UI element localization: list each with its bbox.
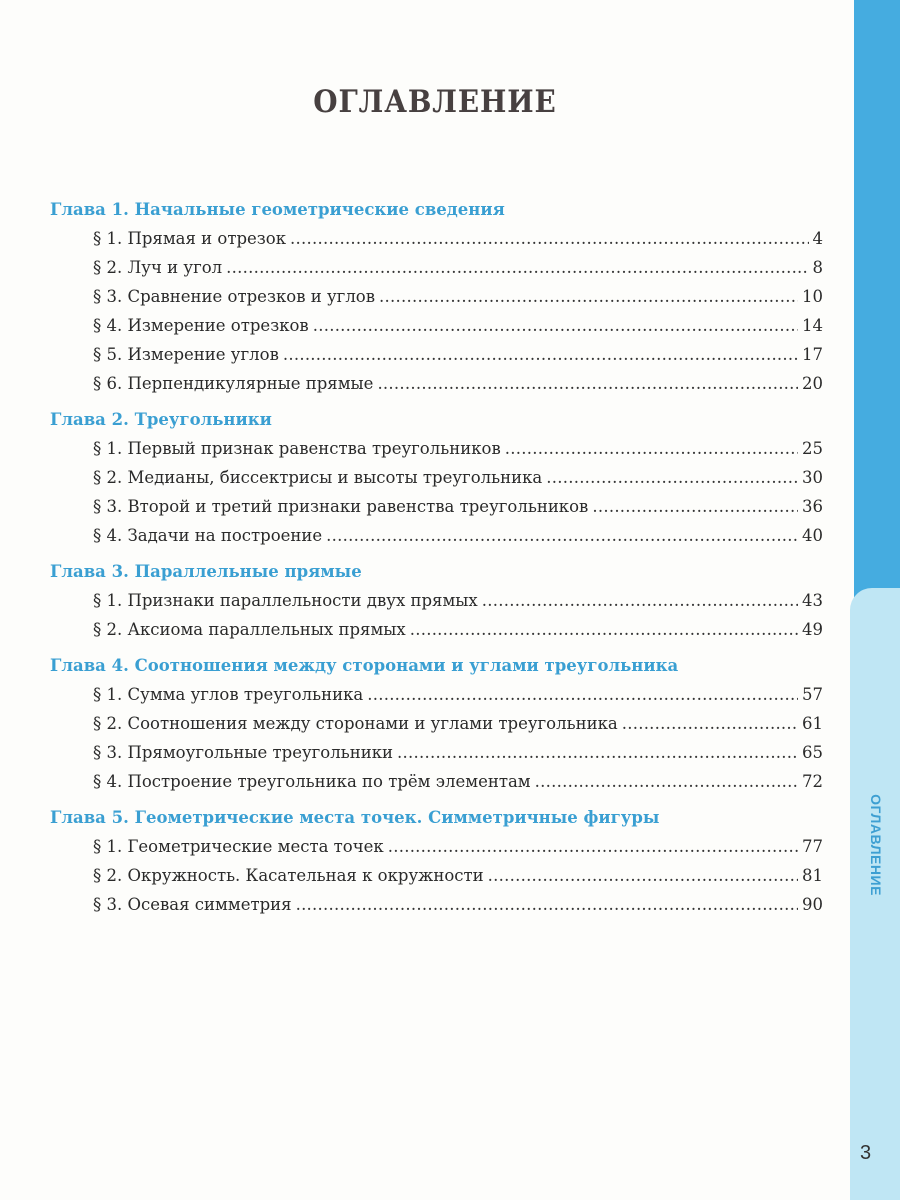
dot-leader (505, 434, 798, 463)
toc-entry-label: § 3. Осевая симметрия (93, 895, 292, 914)
toc-entry (50, 492, 823, 521)
toc-entry (50, 615, 823, 644)
toc-entry-label: § 5. Измерение углов (93, 345, 279, 364)
dot-leader (283, 340, 798, 369)
toc-entry-label: § 2. Медианы, биссектрисы и высоты треугольника (93, 468, 543, 487)
dot-leader (535, 767, 798, 796)
toc-entry (50, 434, 823, 463)
toc-entry (50, 586, 823, 615)
toc-entry-page: 40 (802, 526, 823, 545)
dot-leader (397, 738, 798, 767)
toc-entry-label: § 1. Геометрические места точек (93, 837, 384, 856)
toc-entry (50, 282, 823, 311)
dot-leader (592, 492, 798, 521)
dot-leader (482, 586, 798, 615)
section-tab-label: ОГЛАВЛЕНИЕ (868, 794, 884, 896)
dot-leader (326, 521, 798, 550)
chapter-heading: Глава 1. Начальные геометрические сведения (50, 200, 505, 219)
chapter-heading: Глава 5. Геометрические места точек. Симметричные фигуры (50, 808, 660, 827)
toc-entry (50, 224, 823, 253)
chapter-group (50, 196, 823, 398)
toc-entry-label: § 2. Аксиома параллельных прямых (93, 620, 406, 639)
toc-entry-page: 30 (802, 468, 823, 487)
page-number: 3 (860, 1142, 872, 1164)
toc-entry-label: § 2. Луч и угол (93, 258, 223, 277)
toc-entry-label: § 4. Построение треугольника по трём элементам (93, 772, 531, 791)
toc-entry-page: 20 (802, 374, 823, 393)
dot-leader (546, 463, 798, 492)
toc-entry-label: § 2. Окружность. Касательная к окружности (93, 866, 484, 885)
dot-leader (367, 680, 798, 709)
toc-entry (50, 861, 823, 890)
toc-entry-page: 8 (812, 258, 823, 277)
toc-entry (50, 311, 823, 340)
dot-leader (410, 615, 798, 644)
chapter-group (50, 804, 823, 919)
toc-entry-page: 90 (802, 895, 823, 914)
toc-entry (50, 340, 823, 369)
toc-entry-page: 25 (802, 439, 823, 458)
toc-entry-page: 57 (802, 685, 823, 704)
dot-leader (388, 832, 798, 861)
toc-entry (50, 369, 823, 398)
toc-entry-page: 43 (802, 591, 823, 610)
dot-leader (379, 282, 798, 311)
dot-leader (622, 709, 798, 738)
toc-entry-page: 10 (802, 287, 823, 306)
dot-leader (488, 861, 798, 890)
dot-leader (296, 890, 798, 919)
table-of-contents (50, 196, 823, 927)
toc-entry-label: § 1. Сумма углов треугольника (93, 685, 364, 704)
toc-entry-label: § 1. Первый признак равенства треугольников (93, 439, 501, 458)
toc-entry (50, 680, 823, 709)
chapter-group (50, 558, 823, 644)
toc-entry-label: § 3. Второй и третий признаки равенства треугольников (93, 497, 589, 516)
chapter-heading: Глава 3. Параллельные прямые (50, 562, 362, 581)
toc-entry (50, 709, 823, 738)
toc-entry (50, 253, 823, 282)
toc-entry-page: 36 (802, 497, 823, 516)
dot-leader (313, 311, 798, 340)
toc-entry-label: § 4. Задачи на построение (93, 526, 323, 545)
toc-entry-label: § 6. Перпендикулярные прямые (93, 374, 374, 393)
toc-entry-page: 14 (802, 316, 823, 335)
page-title: ОГЛАВЛЕНИЕ (313, 84, 557, 120)
toc-entry (50, 521, 823, 550)
toc-entry-page: 77 (802, 837, 823, 856)
toc-entry (50, 463, 823, 492)
toc-entry-page: 49 (802, 620, 823, 639)
chapter-group (50, 652, 823, 796)
toc-entry (50, 767, 823, 796)
toc-entry-label: § 3. Прямоугольные треугольники (93, 743, 394, 762)
toc-entry-label: § 1. Признаки параллельности двух прямых (93, 591, 478, 610)
toc-entry-page: 65 (802, 743, 823, 762)
toc-entry (50, 832, 823, 861)
toc-entry-page: 81 (802, 866, 823, 885)
dot-leader (377, 369, 798, 398)
toc-entry-page: 4 (812, 229, 823, 248)
edge-color-strip (854, 0, 900, 600)
toc-entry-label: § 2. Соотношения между сторонами и углами треугольника (93, 714, 618, 733)
toc-entry-page: 17 (802, 345, 823, 364)
toc-entry-label: § 1. Прямая и отрезок (93, 229, 287, 248)
toc-entry (50, 738, 823, 767)
chapter-heading: Глава 2. Треугольники (50, 410, 272, 429)
toc-entry-label: § 4. Измерение отрезков (93, 316, 309, 335)
dot-leader (290, 224, 808, 253)
toc-entry-page: 61 (802, 714, 823, 733)
toc-entry (50, 890, 823, 919)
dot-leader (226, 253, 808, 282)
chapter-heading: Глава 4. Соотношения между сторонами и углами треугольника (50, 656, 679, 675)
toc-entry-page: 72 (802, 772, 823, 791)
toc-entry-label: § 3. Сравнение отрезков и углов (93, 287, 376, 306)
chapter-group (50, 406, 823, 550)
